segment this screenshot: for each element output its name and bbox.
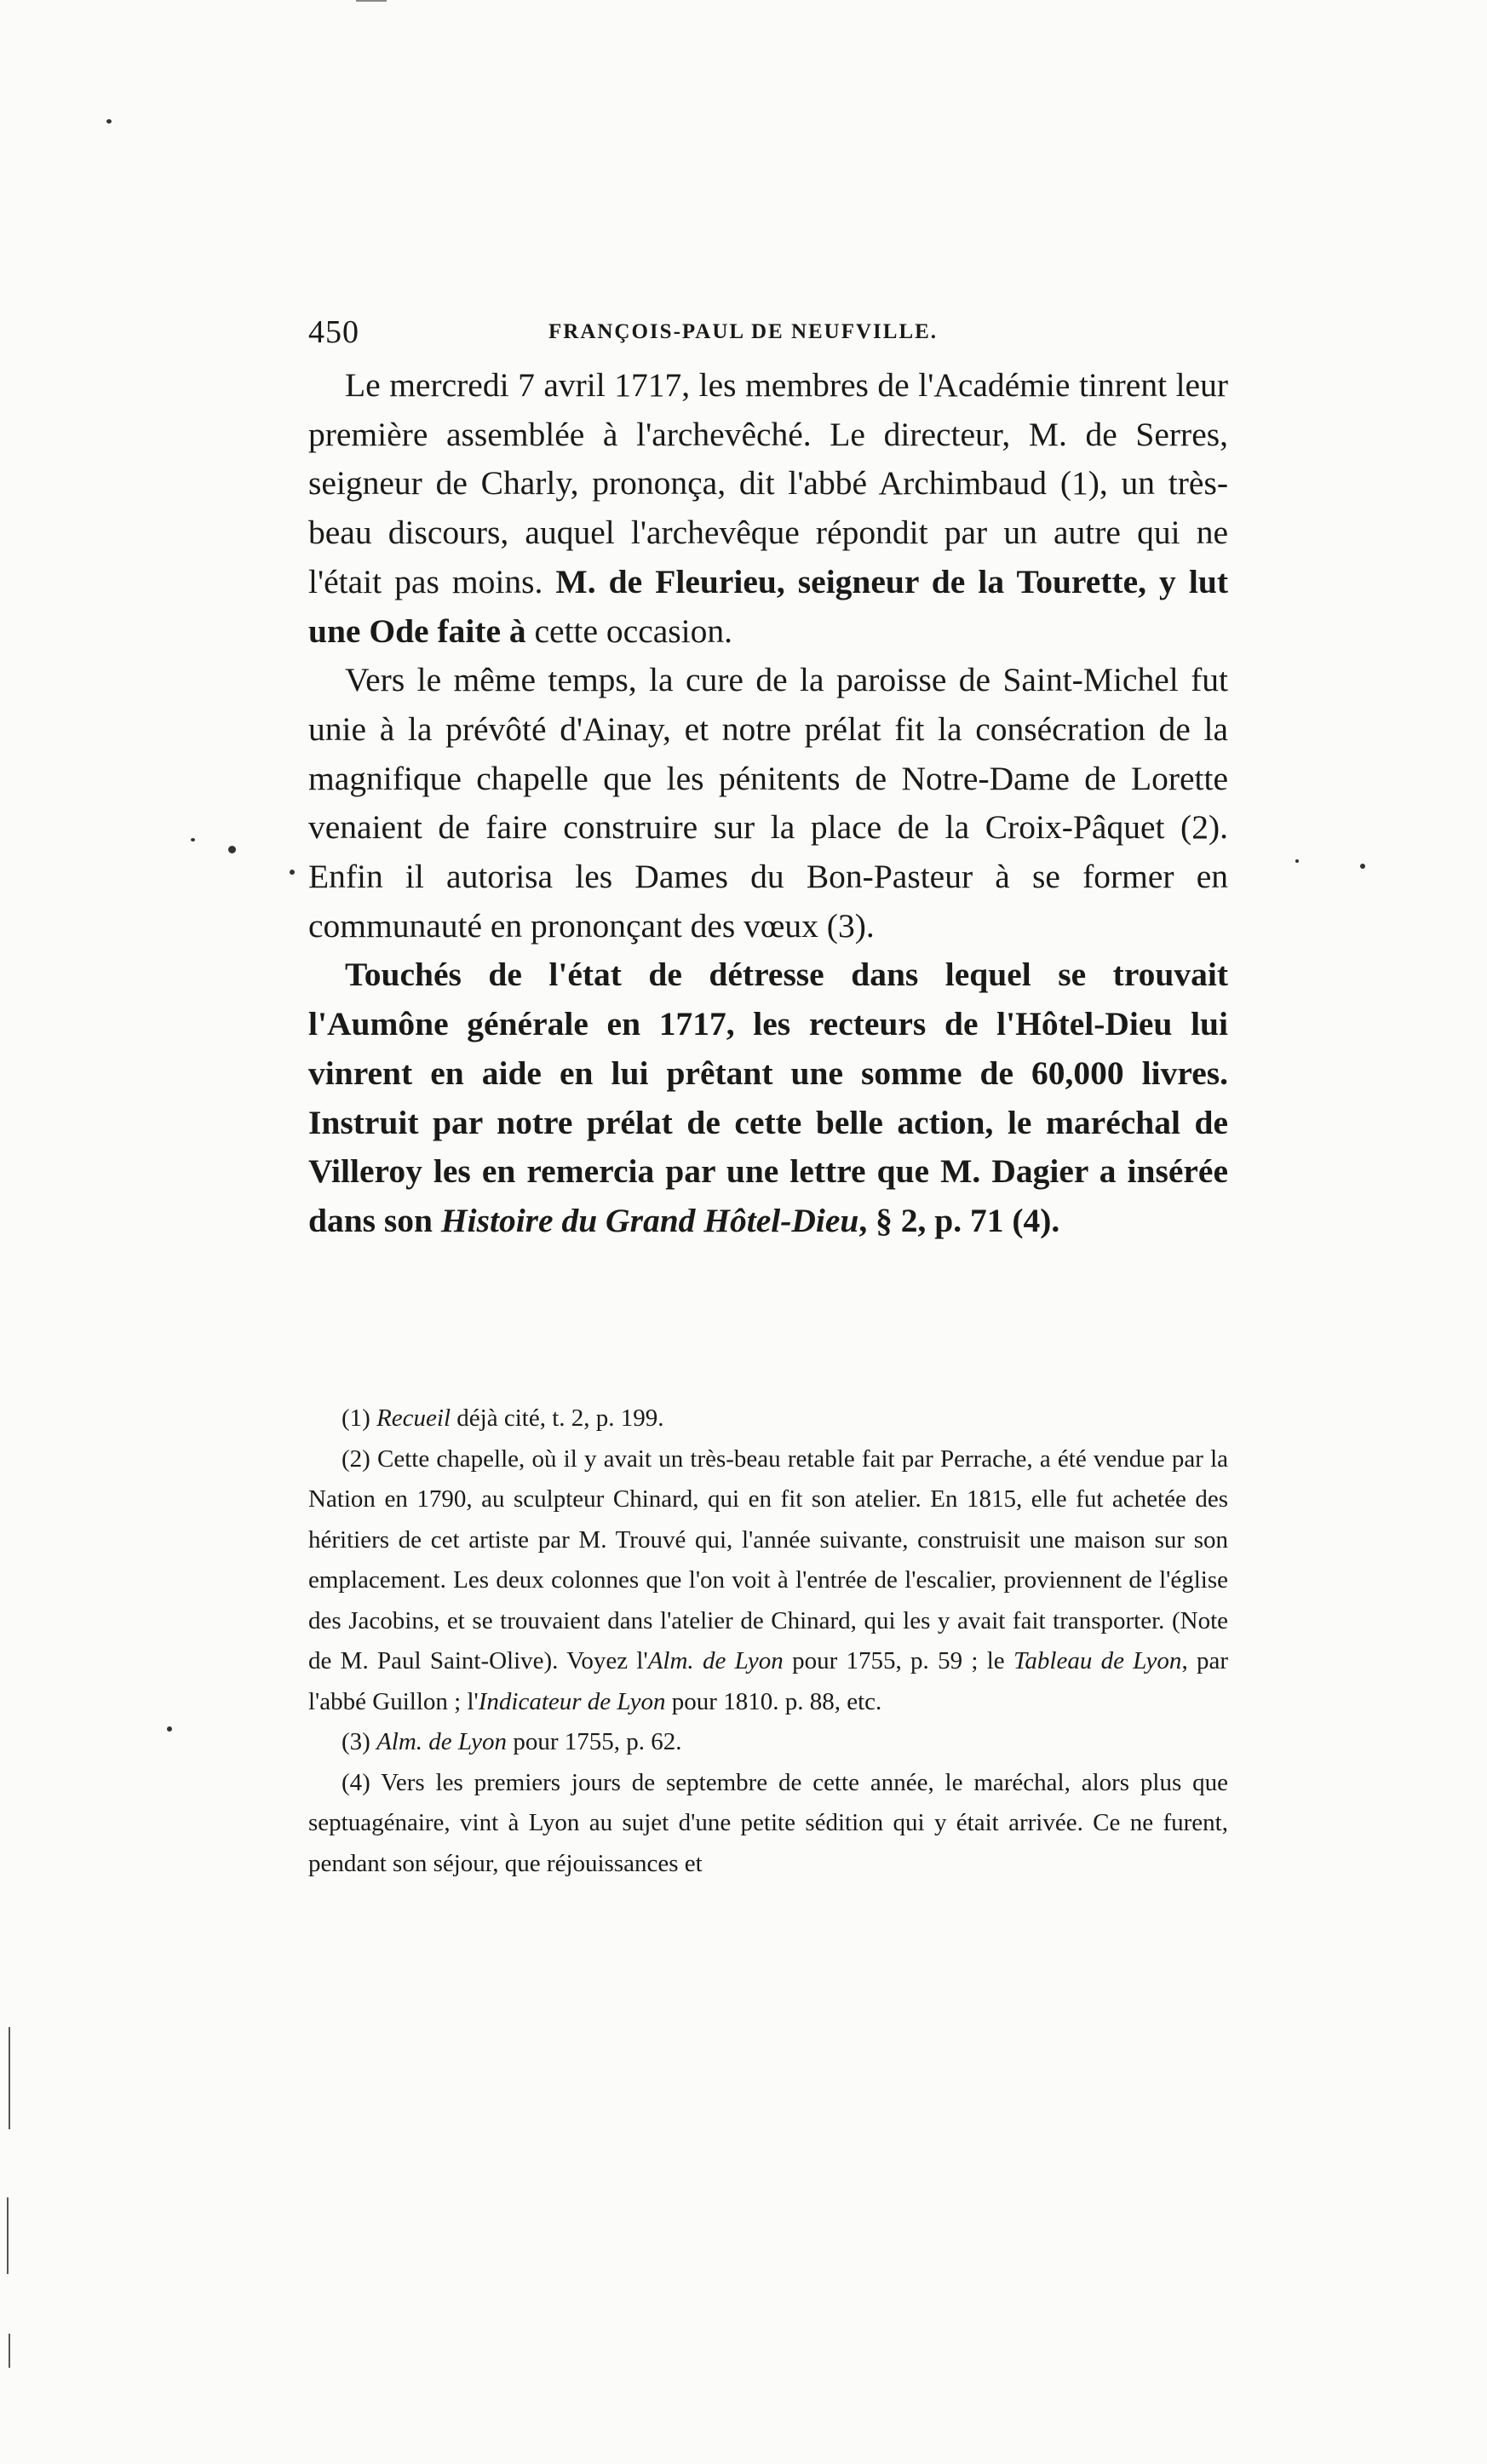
footnote-2-text-c: , par l'abbé Guillon ; l': [308, 1647, 1229, 1715]
footnote-3-title: Alm. de Lyon: [376, 1728, 508, 1755]
paragraph-1-text-a: Le mercredi 7 avril 1717, les membres de l'Académie tinrent leur première assemblée à l'archevêché. Le directeur, M. de Serres, seigneur de Charly, prononça, dit l'abbé Archimbaud (1), un très-beau discours, auquel l'archevêque répondit par un autre qui ne l'était pas moins.: [308, 366, 1228, 600]
paragraph-3: [308, 951, 1228, 1245]
footnote-2-title-2: Tableau de Lyon: [1013, 1647, 1182, 1674]
scan-speck: [290, 870, 295, 875]
footnote-3-marker: (3): [342, 1728, 377, 1755]
footnote-2-text-b: pour 1755, p. 59 ; le: [783, 1647, 1013, 1674]
running-header: [308, 313, 1228, 356]
footnote-4: (4) Vers les premiers jours de septembre de cette année, le maréchal, alors plus que septuagénaire, vint à Lyon au sujet d'une petite sédition qui y était arrivée. Ce ne furent, pendant son séjour, que réjouissances et: [308, 1768, 1228, 1877]
scan-speck: [106, 119, 112, 123]
footnote-2-text-a: (2) Cette chapelle, où il y avait un très-beau retable fait par Perrache, a été vendue par la Nation en 1790, au sculpteur Chinard, qui en fit son atelier. En 1815, elle fut achetée des héritiers de cet artiste par M. Trouvé qui, l'année suivante, construisit une maison sur son emplacement. Les deux colonnes que l'on voit à l'entrée de l'escalier, proviennent de l'église des Jacobins, et se trouvaient dans l'atelier de Chinard, qui les y avait fait transporter. (Note de M. Paul Saint-Olive). Voyez l': [308, 1445, 1228, 1674]
running-title: FRANÇOIS-PAUL DE NEUFVILLE.: [548, 320, 939, 343]
scan-edge-line: [7, 2197, 9, 2274]
footnote-2-title-3: Indicateur de Lyon: [478, 1687, 666, 1715]
scan-mark: [356, 0, 387, 2]
paragraph-1-text-c: cette occasion.: [525, 612, 733, 650]
footnote-2: [308, 1439, 1228, 1723]
paragraph-1-text-b: M. de Fleurieu, seigneur de la Tourette, y lut une Ode faite à: [308, 562, 1228, 650]
footnote-1-title: Recueil: [376, 1404, 451, 1432]
page-number: 450: [308, 314, 359, 350]
scan-speck: [228, 846, 236, 853]
main-text: [308, 361, 1228, 1246]
paragraph-1: [308, 361, 1228, 656]
footnote-3-text: pour 1755, p. 62.: [507, 1728, 682, 1755]
scan-edge-line: [9, 2027, 10, 2129]
paragraph-3-text-b: , § 2, p. 71 (4).: [858, 1201, 1060, 1239]
scan-speck: [167, 1726, 172, 1732]
footnote-1-marker: (1): [342, 1404, 377, 1432]
paragraph-2: Vers le même temps, la cure de la paroisse de Saint-Michel fut unie à la prévôté d'Ainay, et notre prélat fit la consécration de la magnifique chapelle que les pénitents de Notre-Dame de Lorette venaient de faire construire sur la place de la Croix-Pâquet (2). Enfin il autorisa les Dames du Bon-Pasteur à se former en communauté en prononçant des vœux (3).: [308, 661, 1228, 945]
footnotes: [308, 1399, 1228, 1884]
scan-speck: [1295, 859, 1299, 863]
footnote-2-title-1: Alm. de Lyon: [647, 1647, 784, 1674]
scan-edge-line: [9, 2334, 10, 2368]
paragraph-3-book-title: Histoire du Grand Hôtel-Dieu: [440, 1201, 859, 1239]
footnote-3: [308, 1722, 1228, 1763]
scan-speck: [1360, 864, 1365, 869]
footnote-1-text: déjà cité, t. 2, p. 199.: [451, 1404, 664, 1432]
footnote-1: [308, 1399, 1228, 1439]
footnote-2-text-d: pour 1810. p. 88, etc.: [665, 1687, 882, 1715]
scan-speck: [191, 838, 195, 841]
paragraph-3-text-a: Touchés de l'état de détresse dans lequel se trouvait l'Aumône générale en 1717, les recteurs de l'Hôtel-Dieu lui vinrent en aide en lui prêtant une somme de 60,000 livres. Instruit par notre prélat de cette belle action, le maréchal de Villeroy les en remercia par une lettre que M. Dagier a insérée dans son: [308, 956, 1228, 1239]
